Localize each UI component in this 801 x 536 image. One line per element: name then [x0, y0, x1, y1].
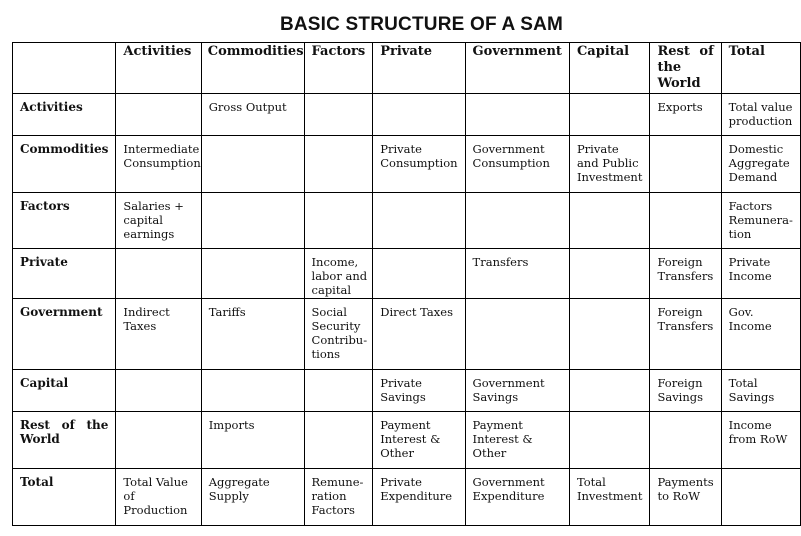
table-cell: Total value production — [721, 94, 800, 136]
table-cell: Private Consumption — [373, 136, 465, 193]
table-cell — [569, 299, 650, 370]
table-cell — [304, 412, 373, 469]
table-cell: Gross Output — [201, 94, 304, 136]
table-cell: Government Expenditure — [465, 469, 569, 526]
row-header-activities: Activities — [13, 94, 116, 136]
column-header-activities: Activities — [116, 43, 201, 94]
table-cell — [373, 94, 465, 136]
table-cell: Government Savings — [465, 370, 569, 412]
table-row — [13, 94, 801, 136]
table-cell: Private and Public Investment — [569, 136, 650, 193]
column-header-commodities: Commodities — [201, 43, 304, 94]
column-header-total: Total — [721, 43, 800, 94]
table-cell — [465, 94, 569, 136]
table-cell: Foreign Savings — [650, 370, 721, 412]
row-header-factors: Factors — [13, 193, 116, 249]
table-cell: Indirect Taxes — [116, 299, 201, 370]
table-cell — [116, 249, 201, 299]
table-cell: Total Value of Production — [116, 469, 201, 526]
sam-table — [12, 42, 801, 526]
row-header-commodities: Commodities — [13, 136, 116, 193]
table-cell: Foreign Transfers — [650, 249, 721, 299]
table-cell — [721, 469, 800, 526]
table-cell: Total Investment — [569, 469, 650, 526]
table-cell: Salaries + capital earnings — [116, 193, 201, 249]
column-header-government: Government — [465, 43, 569, 94]
table-cell: Intermediate Consumption — [116, 136, 201, 193]
header-row — [13, 43, 801, 94]
column-header-private: Private — [373, 43, 465, 94]
table-cell: Aggregate Supply — [201, 469, 304, 526]
column-header-rest-of-world: Rest of the World — [650, 43, 721, 94]
table-cell — [569, 412, 650, 469]
table-cell — [304, 193, 373, 249]
table-cell — [569, 249, 650, 299]
table-row — [13, 370, 801, 412]
table-row — [13, 249, 801, 299]
row-header-government: Government — [13, 299, 116, 370]
table-cell: Social Security Contribu-tions — [304, 299, 373, 370]
row-header-rest-of-world: Rest of the World — [13, 412, 116, 469]
table-cell — [116, 412, 201, 469]
table-cell — [201, 136, 304, 193]
table-cell: Payment Interest & Other — [373, 412, 465, 469]
table-cell — [569, 370, 650, 412]
table-cell — [116, 94, 201, 136]
column-header-capital: Capital — [569, 43, 650, 94]
table-cell — [201, 370, 304, 412]
table-row — [13, 136, 801, 193]
table-cell — [465, 193, 569, 249]
table-cell: Domestic Aggregate Demand — [721, 136, 800, 193]
table-cell — [569, 193, 650, 249]
table-cell — [304, 370, 373, 412]
table-cell: Foreign Transfers — [650, 299, 721, 370]
table-cell — [373, 193, 465, 249]
table-cell — [304, 94, 373, 136]
page-title: BASIC STRUCTURE OF A SAM — [279, 14, 564, 35]
table-cell — [465, 299, 569, 370]
table-cell: Government Consumption — [465, 136, 569, 193]
table-cell — [650, 193, 721, 249]
table-cell: Private Savings — [373, 370, 465, 412]
corner-cell — [13, 43, 116, 94]
table-cell — [201, 193, 304, 249]
table-cell: Imports — [201, 412, 304, 469]
table-cell — [304, 136, 373, 193]
table-row — [13, 412, 801, 469]
table-cell: Payments to RoW — [650, 469, 721, 526]
table-row — [13, 193, 801, 249]
table-cell: Total Savings — [721, 370, 800, 412]
table-cell: Private Income — [721, 249, 800, 299]
table-cell: Transfers — [465, 249, 569, 299]
table-cell: Payment Interest & Other — [465, 412, 569, 469]
table-row — [13, 469, 801, 526]
table-cell: Direct Taxes — [373, 299, 465, 370]
row-header-private: Private — [13, 249, 116, 299]
table-cell: Private Expenditure — [373, 469, 465, 526]
table-cell — [650, 412, 721, 469]
table-cell: Remune-ration Factors — [304, 469, 373, 526]
table-cell — [373, 249, 465, 299]
table-cell — [201, 249, 304, 299]
row-header-total: Total — [13, 469, 116, 526]
table-cell — [569, 94, 650, 136]
table-cell: Income, labor and capital — [304, 249, 373, 299]
row-header-capital: Capital — [13, 370, 116, 412]
table-cell: Factors Remunera-tion — [721, 193, 800, 249]
table-cell — [650, 136, 721, 193]
table-cell: Gov. Income — [721, 299, 800, 370]
table-cell: Tariffs — [201, 299, 304, 370]
table-cell — [116, 370, 201, 412]
table-row — [13, 299, 801, 370]
table-cell: Exports — [650, 94, 721, 136]
table-cell: Income from RoW — [721, 412, 800, 469]
column-header-factors: Factors — [304, 43, 373, 94]
